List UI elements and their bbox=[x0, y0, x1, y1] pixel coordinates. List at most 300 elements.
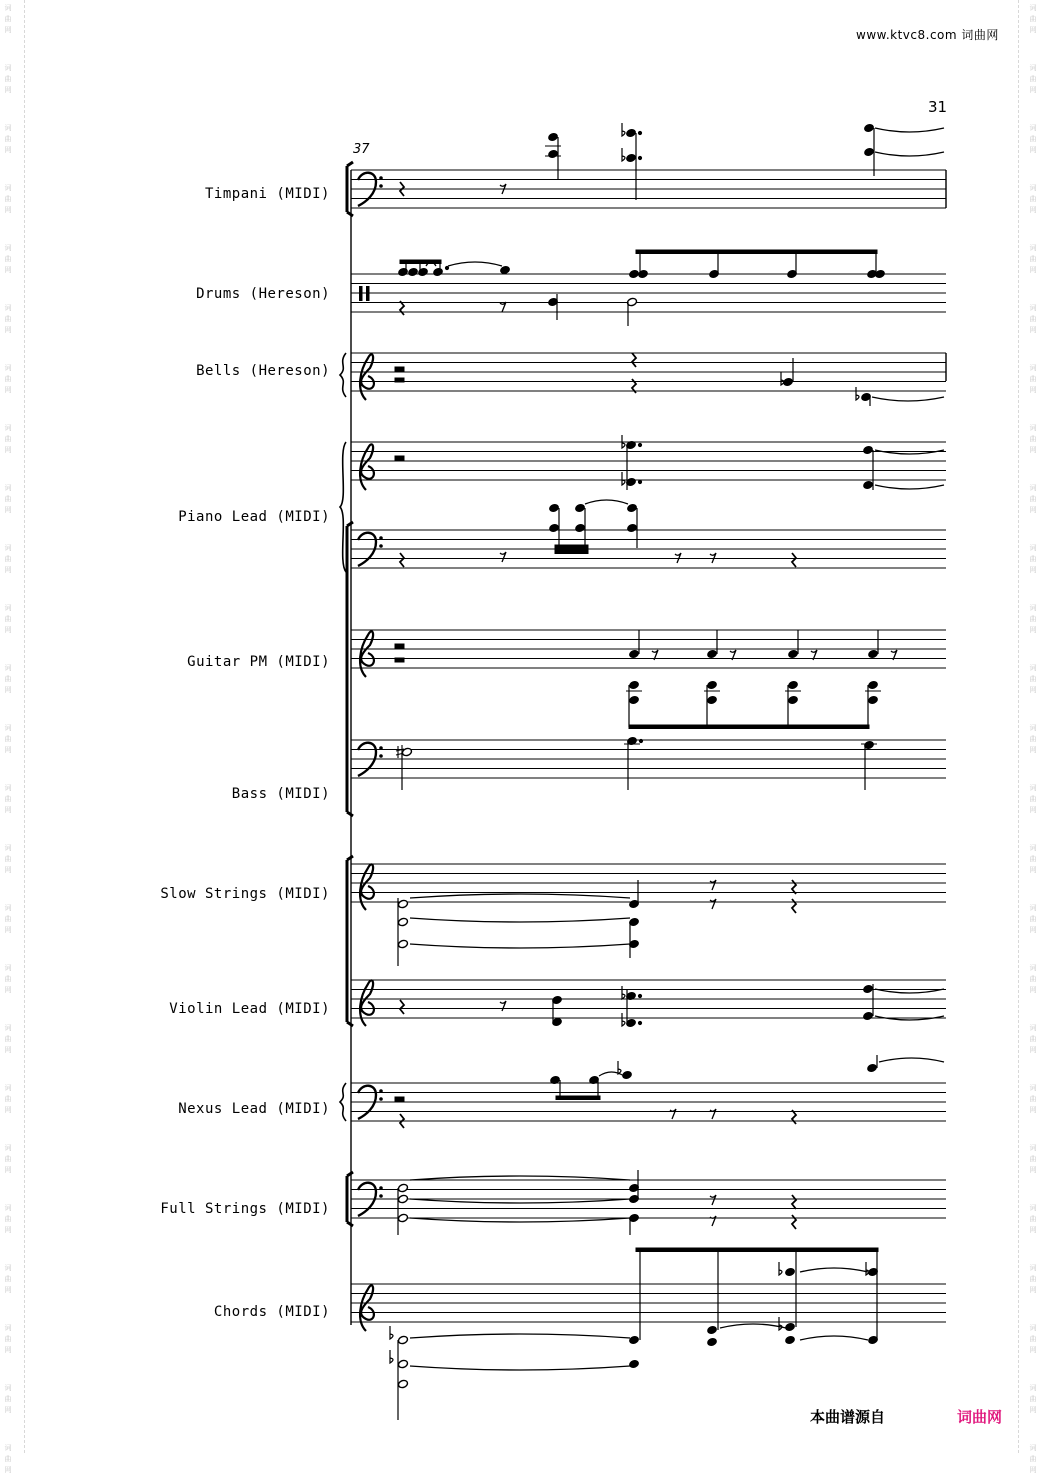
instrument-label-guitar-pm: Guitar PM (MIDI) bbox=[187, 654, 330, 670]
eighth-rest bbox=[710, 1109, 716, 1119]
watermark-char: 曲 bbox=[4, 555, 12, 563]
watermark-char: 曲 bbox=[4, 1035, 12, 1043]
watermark-char: 网 bbox=[1029, 386, 1037, 394]
notehead bbox=[629, 1359, 640, 1369]
watermark-char: 网 bbox=[1029, 506, 1037, 514]
tie bbox=[875, 485, 944, 489]
treble-clef bbox=[360, 980, 374, 1026]
watermark-char: 网 bbox=[1029, 1466, 1037, 1474]
watermark-char: 网 bbox=[1029, 1406, 1037, 1414]
watermark-char: 网 bbox=[1029, 326, 1037, 334]
tie bbox=[410, 1218, 630, 1222]
instrument-label-timpani: Timpani (MIDI) bbox=[204, 186, 330, 202]
half-rest bbox=[395, 367, 404, 371]
notehead bbox=[863, 984, 874, 994]
watermark-char: 曲 bbox=[4, 255, 12, 263]
tie bbox=[800, 1268, 868, 1272]
augmentation-dot bbox=[638, 480, 641, 483]
staff-lines bbox=[351, 170, 946, 1322]
beam bbox=[556, 1096, 600, 1100]
watermark-char: 曲 bbox=[4, 915, 12, 923]
notehead bbox=[549, 523, 560, 533]
watermark-char: 网 bbox=[4, 626, 12, 634]
watermark-char: 曲 bbox=[4, 1335, 12, 1343]
quarter-rest bbox=[792, 553, 796, 567]
page-number: 31 bbox=[928, 98, 948, 116]
notehead bbox=[629, 649, 640, 659]
notehead bbox=[629, 1335, 640, 1345]
notehead bbox=[398, 1213, 409, 1223]
half-rest bbox=[395, 644, 404, 648]
bass-clef-dot bbox=[379, 1194, 383, 1198]
watermark-char: 网 bbox=[4, 986, 12, 994]
tie bbox=[875, 128, 944, 132]
flat-sign bbox=[390, 1350, 393, 1363]
instrument-label-violin-lead: Violin Lead (MIDI) bbox=[169, 1001, 330, 1017]
watermark-char: 网 bbox=[4, 1346, 12, 1354]
notehead bbox=[398, 267, 409, 277]
watermark-char: 网 bbox=[4, 1106, 12, 1114]
augmentation-dot bbox=[639, 739, 642, 742]
notehead bbox=[868, 649, 879, 659]
augmentation-dot bbox=[638, 156, 641, 159]
watermark-char: 网 bbox=[4, 446, 12, 454]
watermark-char: 曲 bbox=[4, 435, 12, 443]
bass-clef-dot bbox=[379, 1089, 383, 1093]
watermark-char: 曲 bbox=[1029, 1155, 1037, 1163]
augmentation-dot bbox=[638, 994, 641, 997]
watermark-char: 曲 bbox=[1029, 1275, 1037, 1283]
instrument-label-piano-lead: Piano Lead (MIDI) bbox=[178, 509, 330, 525]
watermark-char: 词 bbox=[4, 904, 12, 912]
notehead bbox=[707, 649, 718, 659]
watermark-char: 网 bbox=[1029, 86, 1037, 94]
watermark-char: 词 bbox=[4, 604, 12, 612]
watermark-char: 词 bbox=[4, 424, 12, 432]
tie bbox=[448, 262, 502, 266]
watermark-char: 词 bbox=[1029, 724, 1037, 732]
notehead bbox=[785, 1267, 796, 1277]
eighth-rest bbox=[710, 1195, 716, 1205]
watermark-char: 网 bbox=[1029, 26, 1037, 34]
percussion-clef-bar bbox=[359, 286, 363, 301]
notehead bbox=[788, 695, 799, 705]
watermark-char: 词 bbox=[4, 1204, 12, 1212]
watermark-char: 词 bbox=[1029, 484, 1037, 492]
tie bbox=[800, 1336, 868, 1340]
flat-sign bbox=[779, 1262, 782, 1275]
watermark-char: 词 bbox=[1029, 964, 1037, 972]
watermark-char: 词 bbox=[4, 664, 12, 672]
notehead bbox=[398, 1379, 409, 1389]
bass-clef-dot bbox=[379, 746, 383, 750]
instrument-label-nexus-lead: Nexus Lead (MIDI) bbox=[178, 1101, 330, 1117]
quarter-rest bbox=[400, 1000, 404, 1014]
watermark-char: 曲 bbox=[4, 855, 12, 863]
instrument-label-slow-strings: Slow Strings (MIDI) bbox=[160, 886, 330, 902]
watermark-char: 曲 bbox=[4, 1095, 12, 1103]
eighth-rest bbox=[500, 552, 506, 562]
notehead bbox=[863, 445, 874, 455]
watermark-char: 网 bbox=[1029, 866, 1037, 874]
watermark-char: 曲 bbox=[1029, 15, 1037, 23]
watermark-char: 曲 bbox=[1029, 855, 1037, 863]
watermark-char: 词 bbox=[4, 1324, 12, 1332]
watermark-char: 网 bbox=[1029, 746, 1037, 754]
percussion-clef-bar bbox=[366, 286, 370, 301]
notehead bbox=[549, 503, 560, 513]
watermark-char: 词 bbox=[4, 784, 12, 792]
treble-clef bbox=[360, 354, 374, 400]
tie bbox=[410, 1176, 630, 1180]
instrument-label-drums: Drums (Hereson) bbox=[196, 286, 330, 302]
notehead bbox=[575, 523, 586, 533]
notehead bbox=[418, 267, 429, 277]
eighth-rest bbox=[710, 899, 716, 909]
notehead bbox=[627, 503, 638, 513]
beam bbox=[636, 1248, 878, 1252]
watermark-char: 网 bbox=[4, 1406, 12, 1414]
watermark-char: 曲 bbox=[4, 195, 12, 203]
watermark-char: 曲 bbox=[4, 1275, 12, 1283]
eighth-rest bbox=[710, 880, 716, 890]
watermark-char: 曲 bbox=[4, 615, 12, 623]
notehead bbox=[707, 1337, 718, 1347]
watermark-char: 曲 bbox=[1029, 375, 1037, 383]
instrument-label-bells: Bells (Hereson) bbox=[196, 363, 330, 379]
watermark-char: 词 bbox=[4, 64, 12, 72]
watermark-char: 词 bbox=[1029, 244, 1037, 252]
watermark-char: 网 bbox=[4, 266, 12, 274]
watermark-char: 曲 bbox=[4, 495, 12, 503]
watermark-char: 曲 bbox=[1029, 435, 1037, 443]
augmentation-dot bbox=[638, 131, 641, 134]
watermark-char: 曲 bbox=[4, 795, 12, 803]
half-rest bbox=[395, 658, 404, 662]
watermark-char: 曲 bbox=[1029, 75, 1037, 83]
watermark-char: 网 bbox=[4, 1166, 12, 1174]
treble-clef bbox=[360, 631, 374, 677]
watermark-char: 曲 bbox=[1029, 555, 1037, 563]
watermark-char: 词 bbox=[4, 544, 12, 552]
augmentation-dot bbox=[445, 266, 448, 269]
watermark-char: 曲 bbox=[4, 735, 12, 743]
watermark-char: 词 bbox=[1029, 4, 1037, 12]
flat-sign bbox=[856, 387, 859, 400]
watermark-char: 曲 bbox=[4, 15, 12, 23]
notehead bbox=[867, 1063, 878, 1073]
watermark-char: 词 bbox=[1029, 604, 1037, 612]
notehead bbox=[783, 377, 794, 387]
quarter-rest bbox=[400, 301, 404, 315]
watermark-char: 词 bbox=[1029, 304, 1037, 312]
watermark-char: 网 bbox=[1029, 266, 1037, 274]
notehead bbox=[785, 1335, 796, 1345]
watermark-char: 词 bbox=[1029, 364, 1037, 372]
notehead bbox=[500, 265, 511, 275]
notehead bbox=[398, 939, 409, 949]
watermark-char: 网 bbox=[4, 746, 12, 754]
watermark-char: 词 bbox=[4, 1084, 12, 1092]
watermark-char: 网 bbox=[4, 806, 12, 814]
tie bbox=[410, 894, 630, 898]
tie bbox=[720, 1324, 786, 1328]
notehead bbox=[868, 680, 879, 690]
watermark-char: 网 bbox=[1029, 1286, 1037, 1294]
watermark-char: 词 bbox=[4, 1384, 12, 1392]
notehead bbox=[868, 695, 879, 705]
tie bbox=[410, 1366, 630, 1370]
watermark-char: 词 bbox=[1029, 1384, 1037, 1392]
flat-sign bbox=[779, 1317, 782, 1330]
watermark-char: 网 bbox=[4, 326, 12, 334]
watermark-char: 网 bbox=[4, 866, 12, 874]
bass-clef-dot bbox=[379, 1097, 383, 1101]
instrument-label-chords: Chords (MIDI) bbox=[213, 1304, 330, 1320]
beam bbox=[636, 250, 877, 254]
notehead bbox=[398, 1183, 409, 1193]
notehead bbox=[627, 523, 638, 533]
watermark-char: 网 bbox=[1029, 146, 1037, 154]
watermark-char: 词 bbox=[1029, 544, 1037, 552]
bass-clef-dot bbox=[379, 176, 383, 180]
tie bbox=[410, 1199, 630, 1203]
watermark-char: 网 bbox=[4, 206, 12, 214]
watermark-char: 曲 bbox=[4, 315, 12, 323]
staff-bracket bbox=[347, 522, 353, 816]
instrument-label-full-strings: Full Strings (MIDI) bbox=[160, 1201, 330, 1217]
watermark-char: 词 bbox=[1029, 64, 1037, 72]
watermark-char: 曲 bbox=[4, 75, 12, 83]
watermark-char: 词 bbox=[4, 124, 12, 132]
tie bbox=[872, 397, 944, 401]
watermark-char: 曲 bbox=[1029, 675, 1037, 683]
watermark-char: 网 bbox=[1029, 1346, 1037, 1354]
watermark-char: 网 bbox=[4, 1286, 12, 1294]
tie bbox=[410, 918, 630, 922]
notehead bbox=[707, 1325, 718, 1335]
staff-brace bbox=[340, 353, 346, 397]
watermark-char: 网 bbox=[1029, 206, 1037, 214]
notehead bbox=[629, 680, 640, 690]
watermark-char: 网 bbox=[1029, 1166, 1037, 1174]
quarter-rest bbox=[632, 353, 636, 367]
quarter-rest bbox=[400, 553, 404, 567]
watermark-char: 曲 bbox=[4, 1395, 12, 1403]
tie bbox=[410, 1334, 630, 1338]
treble-clef bbox=[360, 1285, 374, 1331]
watermark-char: 词 bbox=[1029, 1024, 1037, 1032]
notehead bbox=[788, 649, 799, 659]
bass-clef-dot bbox=[379, 536, 383, 540]
staff-brace bbox=[340, 1083, 346, 1121]
watermark-char: 网 bbox=[1029, 686, 1037, 694]
notehead bbox=[864, 123, 875, 133]
beam bbox=[555, 550, 588, 554]
watermark-char: 词 bbox=[1029, 1204, 1037, 1212]
watermark-char: 词 bbox=[4, 1144, 12, 1152]
watermark-char: 网 bbox=[1029, 806, 1037, 814]
watermark-char: 网 bbox=[4, 506, 12, 514]
watermark-char: 网 bbox=[4, 86, 12, 94]
watermark-char: 曲 bbox=[1029, 315, 1037, 323]
notehead bbox=[707, 680, 718, 690]
flat-sign bbox=[390, 1326, 393, 1339]
footer-brand-link[interactable]: 词曲网 bbox=[957, 1408, 1003, 1426]
watermark-char: 词 bbox=[1029, 664, 1037, 672]
augmentation-dot bbox=[638, 1021, 641, 1024]
watermark-char: 词 bbox=[4, 844, 12, 852]
watermark-char: 网 bbox=[1029, 446, 1037, 454]
notehead bbox=[548, 149, 559, 159]
flat-sign bbox=[622, 986, 625, 999]
watermark-char: 网 bbox=[1029, 926, 1037, 934]
notehead bbox=[788, 680, 799, 690]
quarter-rest bbox=[792, 1215, 796, 1229]
watermark-char: 网 bbox=[4, 146, 12, 154]
footer-source-label: 本曲谱源自 bbox=[810, 1408, 886, 1426]
notehead bbox=[638, 269, 649, 279]
watermark-char: 词 bbox=[1029, 1264, 1037, 1272]
watermark-char: 网 bbox=[4, 926, 12, 934]
notehead bbox=[398, 899, 409, 909]
staff-brace bbox=[340, 442, 346, 572]
watermark-char: 词 bbox=[4, 1264, 12, 1272]
watermark-char: 曲 bbox=[1029, 195, 1037, 203]
notehead bbox=[626, 153, 637, 163]
notehead bbox=[433, 267, 444, 277]
half-rest bbox=[395, 1097, 404, 1101]
watermark-char: 网 bbox=[4, 386, 12, 394]
watermark-char: 词 bbox=[1029, 844, 1037, 852]
watermark-char: 词 bbox=[1029, 1444, 1037, 1452]
watermark-char: 网 bbox=[1029, 566, 1037, 574]
watermark-char: 网 bbox=[4, 1226, 12, 1234]
watermark-char: 曲 bbox=[1029, 495, 1037, 503]
notehead bbox=[785, 1322, 796, 1332]
watermark-char: 词 bbox=[4, 484, 12, 492]
flat-sign bbox=[618, 1061, 621, 1074]
instrument-label-bass: Bass (MIDI) bbox=[231, 786, 330, 802]
notehead bbox=[408, 267, 419, 277]
notehead bbox=[863, 1011, 874, 1021]
watermark-char: 网 bbox=[1029, 986, 1037, 994]
tie bbox=[879, 1058, 944, 1062]
watermark-char: 网 bbox=[1029, 1226, 1037, 1234]
watermark-char: 词 bbox=[4, 1024, 12, 1032]
treble-clef bbox=[360, 864, 374, 910]
beam bbox=[555, 545, 588, 549]
notehead bbox=[548, 132, 559, 142]
flat-sign bbox=[622, 148, 625, 161]
eighth-rest bbox=[500, 1001, 506, 1011]
watermark-char: 词 bbox=[1029, 1144, 1037, 1152]
watermark-char: 词 bbox=[4, 304, 12, 312]
watermark-char: 词 bbox=[4, 1444, 12, 1452]
watermark-char: 词 bbox=[1029, 904, 1037, 912]
watermark-char: 曲 bbox=[1029, 1395, 1037, 1403]
clefs bbox=[358, 173, 383, 1331]
bass-clef-dot bbox=[379, 184, 383, 188]
half-rest bbox=[395, 378, 404, 382]
eighth-rest bbox=[500, 302, 506, 312]
watermark-char: 词 bbox=[1029, 784, 1037, 792]
watermark-char: 曲 bbox=[4, 375, 12, 383]
watermark-char: 曲 bbox=[4, 1215, 12, 1223]
notehead bbox=[398, 1194, 409, 1204]
watermark-char: 曲 bbox=[4, 135, 12, 143]
notehead bbox=[626, 128, 637, 138]
notehead bbox=[707, 695, 718, 705]
watermark-char: 网 bbox=[4, 1466, 12, 1474]
watermark-char: 曲 bbox=[4, 1155, 12, 1163]
bass-clef-dot bbox=[379, 754, 383, 758]
notehead bbox=[398, 1359, 409, 1369]
watermark-char: 曲 bbox=[1029, 735, 1037, 743]
watermark-char: 曲 bbox=[1029, 1335, 1037, 1343]
notehead bbox=[398, 1335, 409, 1345]
watermark-char: 网 bbox=[1029, 626, 1037, 634]
half-rest bbox=[395, 456, 404, 460]
watermark-char: 曲 bbox=[1029, 255, 1037, 263]
watermark-char: 网 bbox=[1029, 1046, 1037, 1054]
watermark-char: 词 bbox=[1029, 1324, 1037, 1332]
eighth-rest bbox=[670, 1109, 676, 1119]
watermark-char: 曲 bbox=[4, 975, 12, 983]
quarter-rest bbox=[792, 880, 796, 894]
watermark-char: 网 bbox=[4, 1046, 12, 1054]
watermark-char: 曲 bbox=[1029, 615, 1037, 623]
flat-sign bbox=[622, 1013, 625, 1026]
notehead bbox=[629, 695, 640, 705]
bass-clef-dot bbox=[379, 1186, 383, 1190]
quarter-rest bbox=[792, 899, 796, 913]
beam bbox=[629, 725, 869, 729]
watermark-char: 曲 bbox=[1029, 1095, 1037, 1103]
watermark-char: 曲 bbox=[1029, 1455, 1037, 1463]
watermark-char: 词 bbox=[4, 364, 12, 372]
watermark-char: 曲 bbox=[1029, 975, 1037, 983]
staff-bracket bbox=[347, 856, 353, 1026]
site-header[interactable]: www.ktvc8.com 词曲网 bbox=[856, 28, 999, 42]
watermark-char: 网 bbox=[1029, 1106, 1037, 1114]
measure-number: 37 bbox=[353, 142, 370, 157]
tie bbox=[585, 500, 628, 504]
watermark-char: 曲 bbox=[4, 675, 12, 683]
watermark-char: 词 bbox=[4, 184, 12, 192]
quarter-rest bbox=[792, 1195, 796, 1209]
watermark-char: 曲 bbox=[1029, 795, 1037, 803]
watermark-char: 词 bbox=[4, 4, 12, 12]
quarter-rest bbox=[792, 1110, 796, 1124]
watermark-char: 词 bbox=[4, 244, 12, 252]
tie bbox=[410, 944, 630, 948]
bass-clef-dot bbox=[379, 544, 383, 548]
notehead bbox=[575, 503, 586, 513]
watermark-char: 词 bbox=[1029, 1084, 1037, 1092]
flat-sign bbox=[622, 123, 625, 136]
watermark-char: 网 bbox=[4, 26, 12, 34]
watermark-char: 词 bbox=[1029, 124, 1037, 132]
notes bbox=[390, 123, 944, 1420]
watermark-char: 曲 bbox=[1029, 1215, 1037, 1223]
watermark-char: 曲 bbox=[1029, 1035, 1037, 1043]
watermark-char: 词 bbox=[4, 724, 12, 732]
flat-sign bbox=[622, 472, 625, 485]
notehead bbox=[629, 269, 640, 279]
watermark-char: 曲 bbox=[1029, 915, 1037, 923]
watermark-char: 词 bbox=[1029, 424, 1037, 432]
